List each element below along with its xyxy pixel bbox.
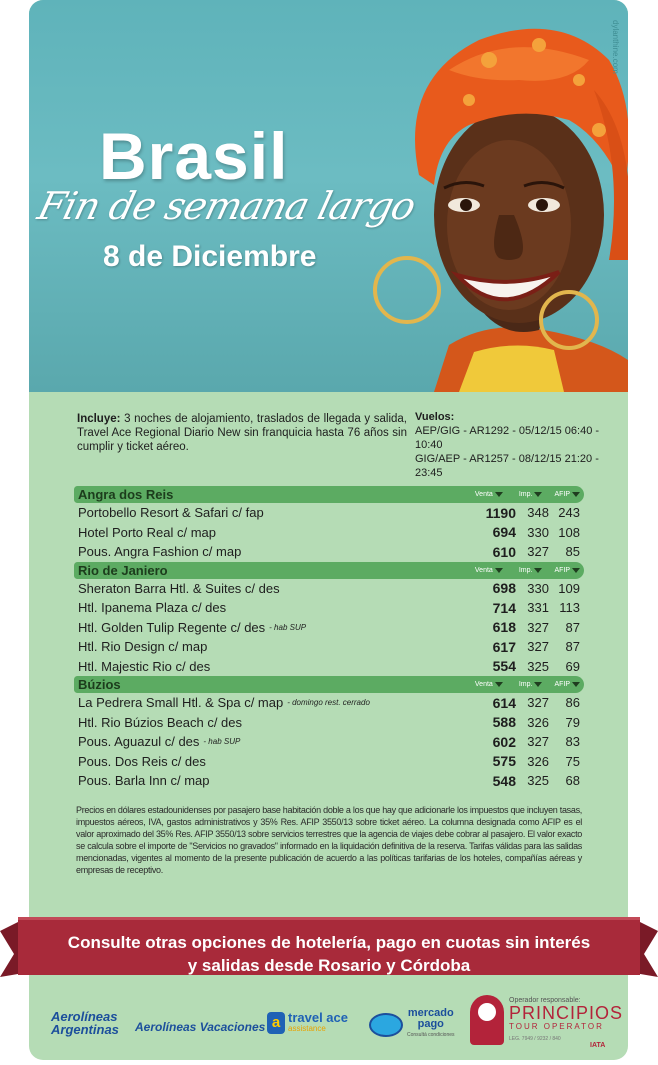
- price-imp: 327: [527, 695, 549, 711]
- section-header: [74, 486, 584, 503]
- price-imp: 331: [527, 600, 549, 616]
- hero-date: 8 de Diciembre: [103, 240, 317, 273]
- banner-line-2: y salidas desde Rosario y Córdoba: [187, 956, 471, 975]
- table-row: [74, 771, 584, 791]
- vacaciones-logo-text: Aerolíneas Vacaciones: [135, 1020, 266, 1034]
- price-imp: 327: [527, 544, 549, 560]
- price-venta: 1190: [485, 504, 516, 521]
- hotel-price-table: [74, 486, 584, 791]
- price-imp: 348: [527, 505, 549, 521]
- flight-line: GIG/AEP - AR1257 - 08/12/15 21:20 - 23:45: [415, 453, 599, 479]
- includes-label: Incluye:: [77, 413, 121, 425]
- aerolineas-vacaciones-logo: [135, 1020, 265, 1034]
- price-afip: 113: [559, 600, 580, 616]
- price-venta: 575: [492, 753, 516, 770]
- aerolineas-logo-line1: Aerolíneas: [51, 1009, 118, 1024]
- hotel-name: Htl. Ipanema Plaza c/ des: [78, 600, 227, 616]
- hero-title: Brasil: [99, 119, 289, 193]
- flights-box: [415, 410, 628, 480]
- table-row: [74, 657, 584, 677]
- section-name: Búzios: [78, 677, 121, 692]
- table-row: [74, 503, 584, 523]
- price-venta: 588: [492, 714, 516, 731]
- col-afip-label: AFIP: [554, 566, 570, 574]
- col-imp: [519, 491, 543, 498]
- col-imp-label: Imp.: [518, 566, 533, 574]
- hotel-name: Hotel Porto Real c/ map: [78, 524, 217, 540]
- price-venta: 548: [492, 772, 516, 789]
- section-header: [74, 562, 584, 579]
- col-afip: [554, 567, 580, 574]
- price-imp: 325: [527, 773, 549, 789]
- hotel-name: Pous. Barla Inn c/ map: [78, 773, 210, 789]
- sort-down-icon: [572, 568, 580, 573]
- column-headers: [475, 486, 580, 503]
- table-row: [74, 732, 584, 752]
- handshake-icon: [369, 1013, 403, 1037]
- section-name: Rio de Janiero: [78, 562, 168, 578]
- hotel-name: Htl. Majestic Rio c/ des: [78, 658, 211, 674]
- hotel-name: Pous. Angra Fashion c/ map: [78, 544, 242, 560]
- travel-ace-sub: assistance: [288, 1024, 326, 1033]
- consult-banner-text: [0, 931, 658, 977]
- mercado-pago-line1: mercado: [407, 1007, 454, 1019]
- price-afip: 108: [558, 524, 580, 540]
- price-afip: 79: [565, 714, 580, 730]
- table-row: [74, 693, 584, 713]
- price-afip: 85: [565, 544, 580, 560]
- hotel-name: Pous. Aguazul c/ des: [78, 734, 200, 750]
- flyer-card: [29, 0, 628, 1060]
- includes-body: 3 noches de alojamiento, traslados de llegada y salida, Travel Ace Regional Diario New sin franquicia hasta 76 años sin cumplir y ticket aéreo.: [77, 413, 407, 453]
- col-imp-label: Imp.: [518, 491, 533, 498]
- col-venta-label: Venta: [474, 491, 493, 498]
- partner-logos: [29, 990, 628, 1060]
- col-venta: [475, 491, 503, 498]
- column-headers: [475, 676, 580, 693]
- price-venta: 698: [492, 580, 516, 597]
- col-imp: [519, 681, 543, 688]
- hotel-name: Htl. Rio Design c/ map: [78, 639, 208, 655]
- col-venta-label: Venta: [474, 681, 493, 688]
- disclaimer-text: Precios en dólares estadounidenses por pasajero base habitación doble a los que hay que adicionarle los impuestos que incluyen tasas, impuestos aéreos, IVA, gastos administrativos y 35% Res. AFIP 3550/13 sobre ticket aéreo. La columna designada como AFIP es el valor aproximado del 35% Res. AFIP 3550/13 sobre servicios terrestres que la agencia de viajes debe cobrar al pasajero. El valor exacto se calcula sobre el importe de "Servicios no gravados" informado en la liquidación definitiva de la reserva. Tarifas válidas para las salidas mencionadas, vigentes al momento de la presente publicación de acuerdo a las políticas tarifarias de los hoteles, compañías aéreas y empresas de receptivo.: [76, 805, 582, 875]
- price-imp: 330: [527, 524, 549, 540]
- operator-label: Operador responsable:: [509, 997, 581, 1004]
- hotel-name: Htl. Rio Búzios Beach c/ des: [78, 714, 243, 730]
- travel-ace-name: travel ace: [288, 1010, 348, 1025]
- hotel-note: - hab SUP: [203, 737, 241, 747]
- travel-ace-logo: [267, 1012, 348, 1034]
- price-venta: 617: [492, 638, 516, 655]
- price-venta: 602: [492, 733, 516, 750]
- principios-name: PRINCIPIOS: [509, 1003, 624, 1023]
- hotel-name: Htl. Golden Tulip Regente c/ des: [78, 619, 266, 635]
- price-venta: 714: [492, 599, 516, 616]
- sort-down-icon: [495, 682, 503, 687]
- hotel-name: Pous. Dos Reis c/ des: [78, 753, 206, 769]
- sort-down-icon: [534, 492, 542, 497]
- includes-text: [77, 412, 407, 454]
- banner-line-1: Consulte otras opciones de hotelería, pago en cuotas sin interés: [67, 933, 591, 952]
- price-afip: 87: [565, 639, 580, 655]
- sort-down-icon: [534, 568, 542, 573]
- price-afip: 83: [565, 734, 580, 750]
- col-venta: [475, 681, 503, 688]
- table-row: [74, 713, 584, 733]
- principios-legajo: LEG. 7949 / 9232 / 840: [509, 1036, 561, 1042]
- hotel-name: Sheraton Barra Htl. & Suites c/ des: [78, 580, 280, 596]
- price-afip: 69: [565, 658, 580, 674]
- price-venta: 614: [492, 694, 516, 711]
- table-row: [74, 618, 584, 638]
- sort-down-icon: [534, 682, 542, 687]
- sort-down-icon: [495, 568, 503, 573]
- price-afip: 68: [565, 773, 580, 789]
- sort-down-icon: [572, 682, 580, 687]
- price-imp: 327: [527, 734, 549, 750]
- price-venta: 610: [492, 543, 516, 560]
- price-venta: 554: [492, 658, 516, 675]
- col-afip-label: AFIP: [554, 681, 570, 688]
- price-afip: 109: [558, 580, 580, 596]
- photo-credit: dylanthine.com: [611, 20, 620, 74]
- hotel-name: Portobello Resort & Safari c/ fap: [78, 505, 264, 521]
- price-afip: 86: [565, 695, 580, 711]
- principios-p-icon: [470, 995, 504, 1045]
- price-imp: 326: [527, 753, 549, 769]
- price-imp: 325: [527, 658, 549, 674]
- mercado-pago-logo: [369, 1008, 455, 1041]
- section-header: [74, 676, 584, 693]
- hotel-name: La Pedrera Small Htl. & Spa c/ map: [78, 695, 284, 711]
- price-imp: 330: [527, 580, 549, 596]
- table-row: [74, 598, 584, 618]
- col-afip: [554, 491, 580, 498]
- price-imp: 327: [527, 619, 549, 635]
- col-imp: [519, 567, 543, 574]
- hero-subtitle: Fin de semana largo: [33, 184, 420, 228]
- col-venta: [475, 567, 503, 574]
- price-imp: 327: [527, 639, 549, 655]
- travel-ace-icon: a: [267, 1012, 285, 1034]
- mercado-pago-note: Consultá condiciones: [407, 1032, 455, 1038]
- table-row: [74, 579, 584, 599]
- column-headers: [475, 562, 580, 579]
- hotel-note: - hab SUP: [269, 622, 307, 632]
- mercado-pago-line2: pago: [417, 1018, 444, 1030]
- flight-line: AEP/GIG - AR1292 - 05/12/15 06:40 - 10:40: [415, 425, 600, 451]
- iata-logo: IATA: [590, 1042, 606, 1049]
- section-name: Angra dos Reis: [78, 487, 174, 502]
- col-afip: [554, 681, 580, 688]
- col-imp-label: Imp.: [518, 681, 533, 688]
- price-imp: 326: [527, 714, 549, 730]
- sort-down-icon: [495, 492, 503, 497]
- aerolineas-argentinas-logo: [51, 1010, 119, 1036]
- price-venta: 618: [492, 619, 516, 636]
- table-row: [74, 523, 584, 543]
- price-afip: 75: [565, 753, 580, 769]
- principios-sub: TOUR OPERATOR: [509, 1022, 604, 1031]
- price-venta: 694: [492, 524, 516, 541]
- price-afip: 87: [565, 619, 580, 635]
- flights-label: Vuelos:: [415, 411, 455, 423]
- price-afip: 243: [558, 505, 580, 521]
- col-afip-label: AFIP: [554, 491, 570, 498]
- table-row: [74, 637, 584, 657]
- table-row: [74, 752, 584, 772]
- sort-down-icon: [572, 492, 580, 497]
- table-row: [74, 542, 584, 562]
- aerolineas-logo-line2: Argentinas: [51, 1022, 119, 1037]
- hero-banner: [29, 0, 628, 392]
- hotel-note: - domingo rest. cerrado: [287, 698, 370, 708]
- principios-logo: [470, 994, 624, 1049]
- col-venta-label: Venta: [474, 566, 493, 574]
